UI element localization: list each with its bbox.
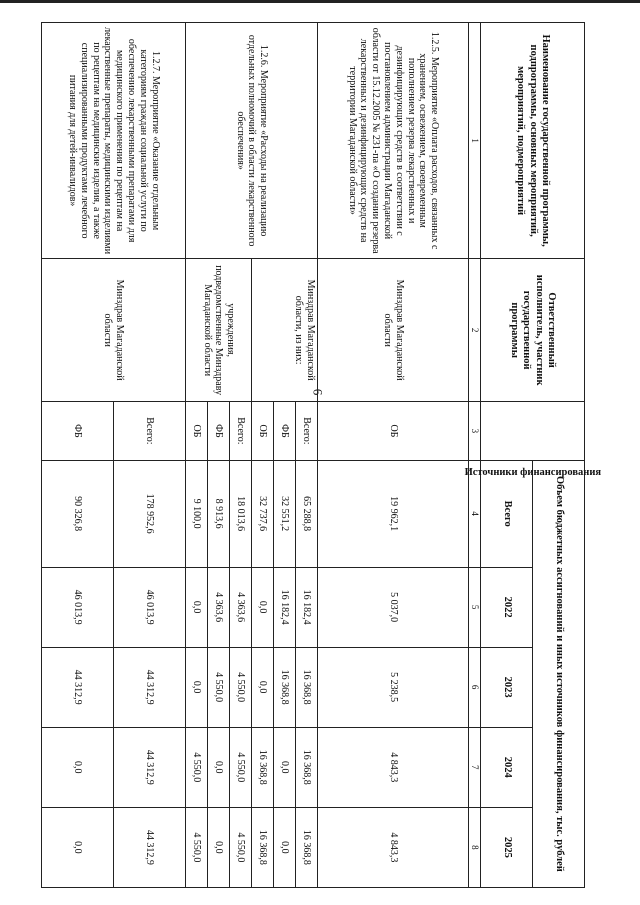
value-cell: 0,0 xyxy=(252,647,274,727)
year-2023: 2023 xyxy=(481,647,533,727)
column-index-row xyxy=(469,23,481,888)
value-cell: 19 962,1 xyxy=(318,460,469,567)
value-cell: 65 288,8 xyxy=(296,460,318,567)
source-cell: ОБ xyxy=(186,402,208,461)
value-cell: 4 843,3 xyxy=(318,807,469,887)
value-cell: 4 363,6 xyxy=(208,567,230,647)
value-cell: 90 326,8 xyxy=(42,460,114,567)
col-index: 7 xyxy=(469,727,481,807)
value-cell: 16 368,8 xyxy=(252,727,274,807)
source-cell: ОБ xyxy=(318,402,469,461)
col-name-header: Наименование государственной программы, подпрограммы, основных мероприятий, мероприятий, подмероприятий xyxy=(481,23,585,259)
source-cell: Всего: xyxy=(230,402,252,461)
table-row xyxy=(114,23,186,888)
value-cell: 16 182,4 xyxy=(274,567,296,647)
executor-cell: Минздрав Магаданской области, из них: xyxy=(252,259,318,402)
value-cell: 0,0 xyxy=(208,727,230,807)
value-cell: 8 913,6 xyxy=(208,460,230,567)
value-cell: 44 312,9 xyxy=(114,647,186,727)
scan-edge xyxy=(0,0,640,3)
col-index: 5 xyxy=(469,567,481,647)
value-cell: 44 312,9 xyxy=(114,807,186,887)
value-cell: 44 312,9 xyxy=(42,647,114,727)
value-cell: 5 037,0 xyxy=(318,567,469,647)
value-cell: 4 363,6 xyxy=(230,567,252,647)
value-cell: 16 368,8 xyxy=(296,727,318,807)
measure-name: 1.2.5. Мероприятие «Оплата расходов, связанных с хранением, освежением, своевременным пополнением резерва лекарственных и дезинфицирующих средств в соответствии с постановлением администрации Магаданской области от 15.12.2005 № 231-па «О создании резерва лекарственных и дезинфицирующих средств на территории Магаданской области» xyxy=(318,23,469,259)
col-executor-header: Ответственный исполнитель, участник государственной программы xyxy=(481,259,585,402)
value-cell: 0,0 xyxy=(274,807,296,887)
value-cell: 16 368,8 xyxy=(296,807,318,887)
value-cell: 18 013,6 xyxy=(230,460,252,567)
value-cell: 0,0 xyxy=(186,567,208,647)
executor-cell: учреждения, подведомственные Минздраву Магаданской области xyxy=(186,259,252,402)
value-cell: 4 550,0 xyxy=(186,807,208,887)
source-cell: ФБ xyxy=(274,402,296,461)
header-row xyxy=(533,23,585,888)
source-cell: Всего: xyxy=(296,402,318,461)
value-cell: 46 013,9 xyxy=(114,567,186,647)
value-cell: 4 843,3 xyxy=(318,727,469,807)
col-index: 3 xyxy=(469,402,481,461)
value-cell: 16 368,8 xyxy=(274,647,296,727)
col-index: 1 xyxy=(469,23,481,259)
value-cell: 5 238,5 xyxy=(318,647,469,727)
value-cell: 0,0 xyxy=(252,567,274,647)
source-cell: ФБ xyxy=(208,402,230,461)
value-cell: 32 551,2 xyxy=(274,460,296,567)
value-cell: 16 182,4 xyxy=(296,567,318,647)
value-cell: 4 550,0 xyxy=(186,727,208,807)
value-cell: 0,0 xyxy=(42,807,114,887)
executor-cell: Минздрав Магаданской области xyxy=(42,259,186,402)
source-cell: ОБ xyxy=(252,402,274,461)
year-total: Всего xyxy=(481,460,533,567)
source-cell: Всего: xyxy=(114,402,186,461)
value-cell: 0,0 xyxy=(274,727,296,807)
table-row xyxy=(296,23,318,888)
year-2024: 2024 xyxy=(481,727,533,807)
source-cell: ФБ xyxy=(42,402,114,461)
executor-cell: Минздрав Магаданской области xyxy=(318,259,469,402)
value-cell: 0,0 xyxy=(42,727,114,807)
measure-name: 1.2.7. Мероприятие «Оказание отдельным категориям граждан социальной услуги по обеспечению лекарственными препаратами для медицинского применения по рецептам на лекарственные препараты, медицинскими изделиями по рецептам на медицинские изделия, а также специализированными продуктами лечебного питания для детей-инвалидов» xyxy=(42,23,186,259)
value-cell: 0,0 xyxy=(208,807,230,887)
value-cell: 178 952,6 xyxy=(114,460,186,567)
year-2025: 2025 xyxy=(481,807,533,887)
rotated-table-wrapper xyxy=(41,22,601,888)
value-cell: 0,0 xyxy=(186,647,208,727)
col-index: 4 xyxy=(469,460,481,567)
value-cell: 44 312,9 xyxy=(114,727,186,807)
page-number: 6 xyxy=(310,388,326,396)
table-row xyxy=(318,23,469,888)
value-cell: 16 368,8 xyxy=(296,647,318,727)
col-index: 6 xyxy=(469,647,481,727)
value-cell: 32 737,6 xyxy=(252,460,274,567)
value-cell: 46 013,9 xyxy=(42,567,114,647)
col-source-label: Источники финансирования xyxy=(464,467,601,479)
year-2022: 2022 xyxy=(481,567,533,647)
col-source-header xyxy=(464,402,601,479)
value-cell: 16 368,8 xyxy=(252,807,274,887)
col-index: 2 xyxy=(469,259,481,402)
value-cell: 9 100,0 xyxy=(186,460,208,567)
value-cell: 4 550,0 xyxy=(230,807,252,887)
col-index: 8 xyxy=(469,807,481,887)
value-cell: 4 550,0 xyxy=(230,727,252,807)
financing-table xyxy=(41,22,601,888)
funding-group-header: Объем бюджетных ассигнований и иных источников финансирования, тыс. рублей xyxy=(533,460,585,887)
value-cell: 4 550,0 xyxy=(230,647,252,727)
measure-name: 1.2.6. Мероприятие «Расходы на реализацию отдельных полномочий в области лекарственного обеспечения» xyxy=(186,23,318,259)
value-cell: 4 550,0 xyxy=(208,647,230,727)
